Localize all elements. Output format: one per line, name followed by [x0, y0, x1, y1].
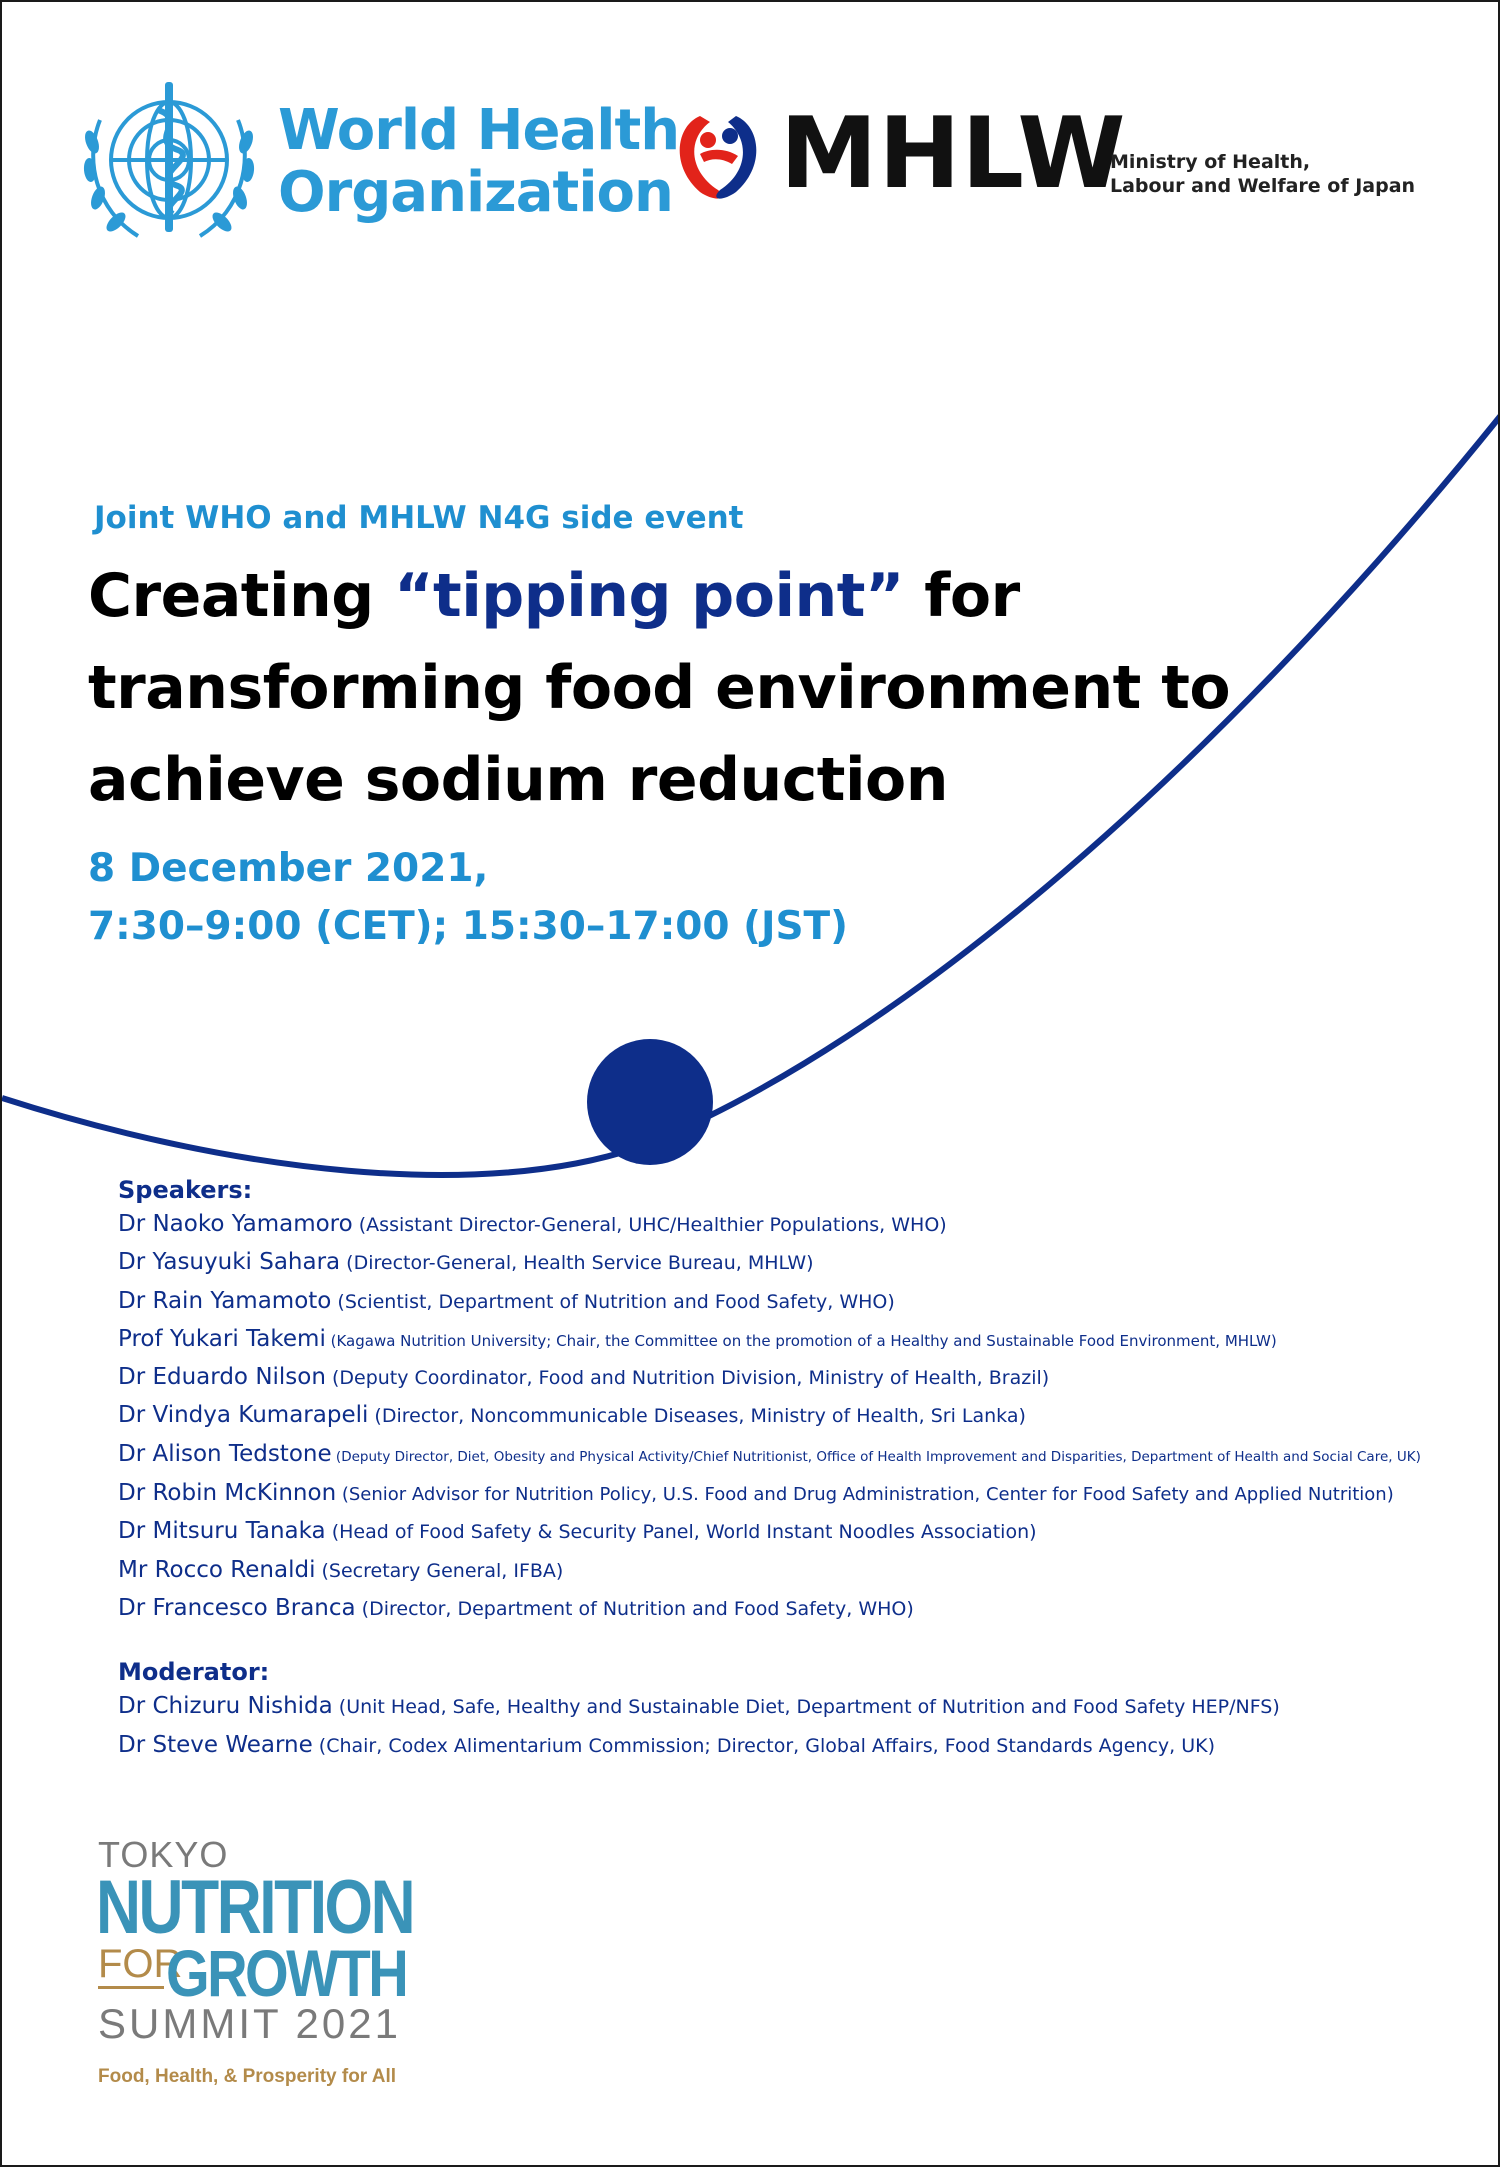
moderator-name: Dr Chizuru Nishida: [118, 1693, 333, 1720]
speaker-role: (Director, Noncommunicable Diseases, Ministry of Health, Sri Lanka): [368, 1405, 1026, 1428]
title-part2: for: [903, 561, 1020, 631]
summit-for-underline: [98, 1986, 164, 1989]
speaker-name: Mr Rocco Renaldi: [118, 1556, 316, 1583]
title-line2: transforming food environment to: [88, 653, 1231, 723]
speaker-item: [118, 1475, 1488, 1513]
speaker-item: [118, 1359, 1488, 1397]
speaker-item: [118, 1244, 1488, 1282]
event-label: Joint WHO and MHLW N4G side event: [94, 500, 744, 536]
n4g-summit-logo: [98, 1834, 498, 2094]
mhlw-subtitle: [1110, 150, 1415, 198]
tipping-ball: [587, 1039, 713, 1165]
moderator-role: (Chair, Codex Alimentarium Commission; Director, Global Affairs, Food Standards Agency, UK): [312, 1734, 1216, 1757]
moderator-heading: Moderator:: [118, 1658, 270, 1687]
who-line1: World Health: [278, 98, 680, 163]
title-part1: Creating: [88, 561, 395, 631]
mhlw-figures-icon: [670, 106, 766, 202]
title-line3: achieve sodium reduction: [88, 745, 948, 815]
date-line1: 8 December 2021,: [88, 846, 489, 891]
mhlw-sub-line2: Labour and Welfare of Japan: [1110, 175, 1416, 197]
speaker-name: Dr Mitsuru Tanaka: [118, 1518, 326, 1545]
speakers-heading: Speakers:: [118, 1176, 253, 1204]
summit-for: FOR: [98, 1942, 183, 1986]
title-line1: [88, 550, 1288, 642]
speaker-item: [118, 1436, 1488, 1475]
speaker-item: [118, 1513, 1488, 1551]
moderator-list: [118, 1688, 1488, 1765]
speaker-item: [118, 1206, 1488, 1244]
speaker-item: [118, 1552, 1488, 1590]
speaker-name: Dr Eduardo Nilson: [118, 1364, 326, 1391]
summit-growth: GROWTH: [166, 1936, 407, 2010]
un-emblem-icon: [78, 80, 260, 250]
speaker-name: Dr Yasuyuki Sahara: [118, 1249, 341, 1276]
summit-tagline: Food, Health, & Prosperity for All: [98, 2066, 397, 2087]
speaker-role: (Director-General, Health Service Bureau, MHLW): [340, 1252, 814, 1275]
speaker-name: Dr Alison Tedstone: [118, 1440, 332, 1467]
speaker-item: [118, 1321, 1488, 1359]
speaker-name: Prof Yukari Takemi: [118, 1325, 326, 1352]
speaker-role: (Head of Food Safety & Security Panel, World Instant Noodles Association): [325, 1521, 1037, 1544]
date-line2: 7:30–9:00 (CET); 15:30–17:00 (JST): [88, 904, 848, 949]
speaker-role: (Kagawa Nutrition University; Chair, the Committee on the promotion of a Healthy and Sustainable Food Environment, MHLW): [325, 1331, 1277, 1350]
mhlw-logo: [670, 97, 1430, 211]
moderator-name: Dr Steve Wearne: [118, 1731, 313, 1758]
speaker-role: (Deputy Coordinator, Food and Nutrition Division, Ministry of Health, Brazil): [325, 1367, 1050, 1390]
speaker-role: (Scientist, Department of Nutrition and Food Safety, WHO): [331, 1290, 895, 1313]
section-spacer: [118, 1628, 1488, 1656]
people-section: [118, 1174, 1488, 1765]
title-highlight: “tipping point”: [394, 561, 904, 631]
event-date: [88, 840, 848, 956]
speakers-list: [118, 1206, 1488, 1628]
summit-tokyo: TOKYO: [98, 1834, 229, 1875]
speaker-name: Dr Rain Yamamoto: [118, 1287, 332, 1314]
speaker-role: (Deputy Director, Diet, Obesity and Physical Activity/Chief Nutritionist, Office of Health Improvement and Disparities, Department of Health and Social Care, UK): [331, 1448, 1421, 1465]
speaker-item: [118, 1590, 1488, 1628]
event-title: [88, 550, 1288, 826]
speaker-role: (Secretary General, IFBA): [315, 1559, 564, 1582]
mhlw-sub-line1: Ministry of Health,: [1110, 151, 1311, 173]
speaker-name: Dr Robin McKinnon: [118, 1480, 337, 1507]
moderator-role: (Unit Head, Safe, Healthy and Sustainable Diet, Department of Nutrition and Food Safety HEP/NFS): [332, 1696, 1280, 1719]
speaker-role: (Director, Department of Nutrition and Food Safety, WHO): [355, 1597, 914, 1620]
speaker-item: [118, 1283, 1488, 1321]
summit-nutrition: NUTRITION: [96, 1865, 414, 1950]
speaker-item: [118, 1397, 1488, 1435]
mhlw-wordmark: MHLW: [780, 97, 1127, 211]
moderator-item: [118, 1727, 1488, 1765]
moderator-item: [118, 1688, 1488, 1726]
summit-year: SUMMIT 2021: [98, 2000, 401, 2047]
speaker-name: Dr Francesco Branca: [118, 1594, 356, 1621]
speaker-name: Dr Naoko Yamamoro: [118, 1211, 353, 1237]
speaker-role: (Assistant Director-General, UHC/Healthier Populations, WHO): [352, 1214, 947, 1236]
speaker-role: (Senior Advisor for Nutrition Policy, U.S. Food and Drug Administration, Center for Food Safety and Applied Nutrition): [336, 1484, 1394, 1506]
who-line2: Organization: [278, 160, 673, 225]
who-wordmark: [278, 100, 679, 224]
who-logo: [78, 80, 680, 250]
speaker-name: Dr Vindya Kumarapeli: [118, 1402, 369, 1429]
